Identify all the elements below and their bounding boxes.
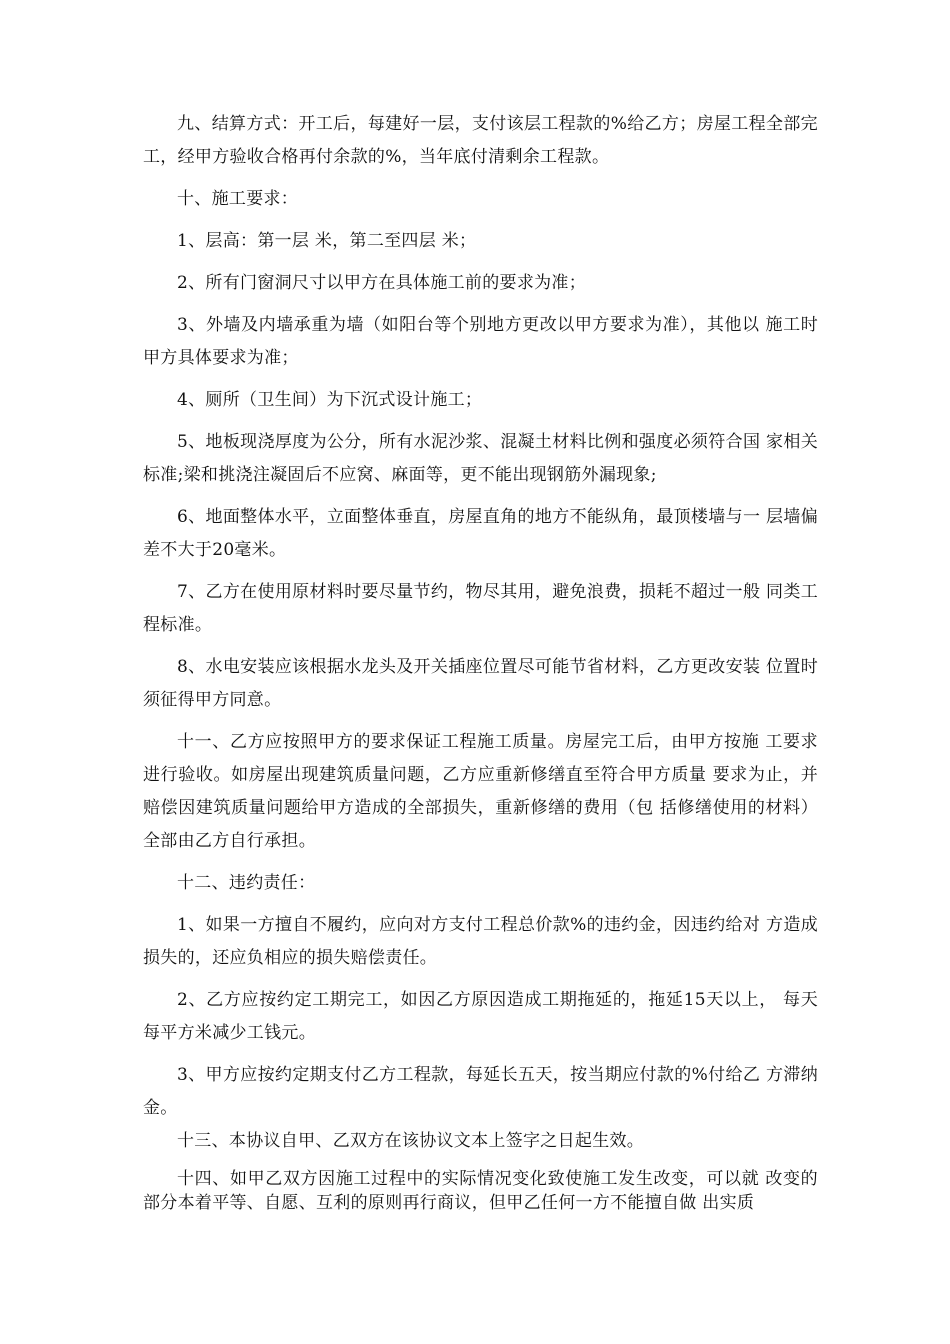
document-body xyxy=(143,108,818,1221)
clause-10-item-4: 4、厕所（卫生间）为下沉式设计施工； xyxy=(177,390,483,410)
clause-13-effective: 十三、本协议自甲、乙双方在该协议文本上签字之日起生效。 xyxy=(177,1131,645,1151)
clause-12-item-1: 1、如果一方擅自不履约，应向对方支付工程总价款%的违约金，因违约给对 方造成损失的，还应负相应的损失赔偿责任。 xyxy=(143,915,818,968)
clause-10-item-2: 2、所有门窗洞尺寸以甲方在具体施工前的要求为准； xyxy=(177,273,587,293)
clause-12-item-2: 2、乙方应按约定工期完工，如因乙方原因造成工期拖延的，拖延15天以上， 每天每平方米减少工钱元。 xyxy=(143,990,818,1043)
clause-10-heading: 十、施工要求： xyxy=(177,189,299,209)
clause-10-item-5: 5、地板现浇厚度为公分，所有水泥沙浆、混凝土材料比例和强度必须符合国 家相关标准;梁和挑浇注凝固后不应窝、麻面等，更不能出现钢筋外漏现象; xyxy=(143,432,818,485)
clause-10-item-1: 1、层高：第一层 米，第二至四层 米； xyxy=(177,231,477,251)
clause-12-heading: 十二、违约责任： xyxy=(177,873,316,893)
clause-9-settlement: 九、结算方式：开工后，每建好一层，支付该层工程款的%给乙方；房屋工程全部完工，经甲方验收合格再付余款的%，当年底付清剩余工程款。 xyxy=(143,114,818,167)
clause-12-item-3: 3、甲方应按约定期支付乙方工程款，每延长五天，按当期应付款的%付给乙 方滞纳金。 xyxy=(143,1065,818,1118)
clause-11-quality: 十一、乙方应按照甲方的要求保证工程施工质量。房屋完工后，由甲方按施 工要求进行验收。如房屋出现建筑质量问题，乙方应重新修缮直至符合甲方质量 要求为止，并赔偿因建筑质量问题给甲方造成的全部损失，重新修缮的费用（包 括修缮使用的材料）全部由乙方自行承担。 xyxy=(143,732,818,851)
clause-10-item-8: 8、水电安装应该根据水龙头及开关插座位置尽可能节省材料，乙方更改安装 位置时须征得甲方同意。 xyxy=(143,657,818,710)
clause-10-item-7: 7、乙方在使用原材料时要尽量节约，物尽其用，避免浪费，损耗不超过一般 同类工程标准。 xyxy=(143,582,818,635)
clause-10-item-6: 6、地面整体水平，立面整体垂直，房屋直角的地方不能纵角，最顶楼墙与一 层墙偏差不大于20毫米。 xyxy=(143,507,818,560)
clause-14-changes: 十四、如甲乙双方因施工过程中的实际情况变化致使施工发生改变，可以就 改变的部分本着平等、自愿、互利的原则再行商议，但甲乙任何一方不能擅自做 出实质 xyxy=(143,1169,818,1213)
clause-10-item-3: 3、外墙及内墙承重为墙（如阳台等个别地方更改以甲方要求为准），其他以 施工时甲方具体要求为准； xyxy=(143,315,818,368)
